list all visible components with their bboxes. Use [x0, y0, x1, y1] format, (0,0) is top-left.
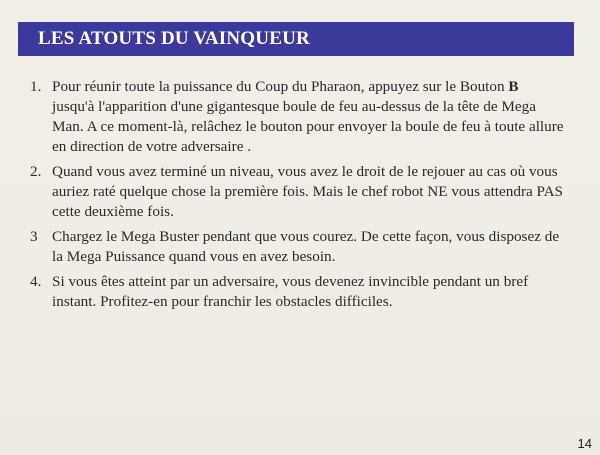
tip-item: [30, 162, 564, 222]
tip-text: Quand vous avez terminé un niveau, vous avez le droit de le rejouer au cas où vous auriez raté quelque chose la première fois. Mais le chef robot NE vous attendra PAS cette deuxième fois.: [52, 163, 564, 220]
tip-item: [30, 272, 564, 312]
tip-number: 2.: [30, 163, 42, 180]
section-title: LES ATOUTS DU VAINQUEUR: [38, 28, 310, 49]
tip-number: 3: [30, 228, 38, 245]
tip-text: Si vous êtes atteint par un adversaire, vous devenez invincible pendant un bref instant. Profitez-en pour franchir les obstacles difficiles.: [52, 273, 529, 310]
tip-text: Pour réunir toute la puissance du Coup du Pharaon, appuyez sur le Bouton B jusqu'à l'apparition d'une gigantesque boule de feu au-dessus de la tête de Mega Man. A ce moment-là, relâchez le bouton pour envoyer la boule de feu à toute allure en direction de votre adversaire .: [52, 78, 564, 155]
section-header-bar: [18, 22, 574, 56]
tip-item: [30, 227, 564, 267]
tip-text: Chargez le Mega Buster pendant que vous courez. De cette façon, vous disposez de la Mega Puissance quand vous en avez besoin.: [52, 228, 560, 265]
tip-number: 1.: [30, 78, 42, 95]
tip-item: [30, 77, 564, 157]
tips-list: [30, 77, 564, 317]
page-number: 14: [577, 436, 592, 451]
tip-number: 4.: [30, 273, 42, 290]
